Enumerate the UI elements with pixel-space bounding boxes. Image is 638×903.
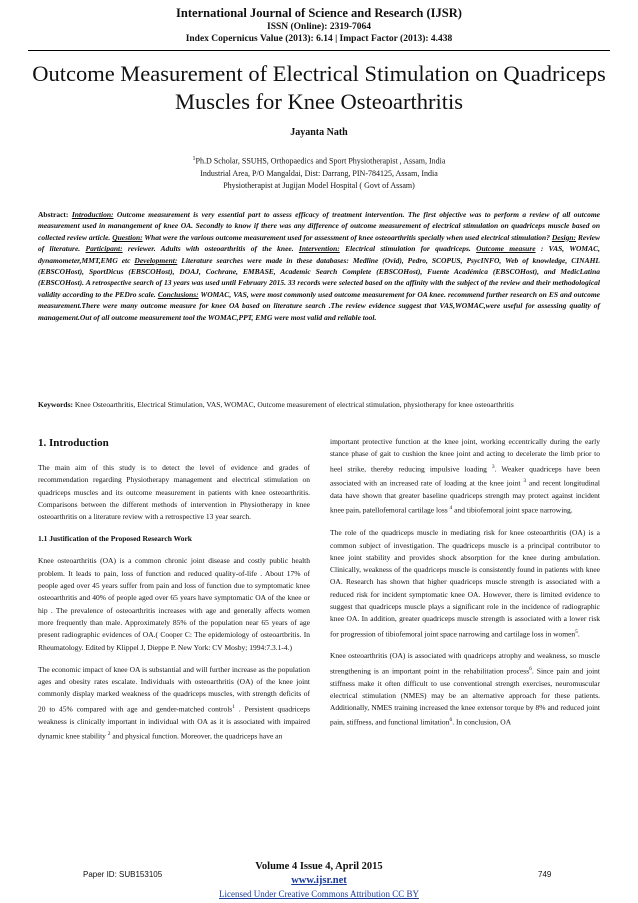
index-line: Index Copernicus Value (2013): 6.14 | Impact Factor (2013): 4.438 bbox=[185, 34, 453, 44]
journal-name: International Journal of Science and Research (IJSR) bbox=[176, 6, 462, 20]
paragraph-2: Knee osteoarthritis (OA) is a common chronic joint disease and costly public health problem. It leads to pain, loss of function and reduced quality-of-life . About 17% of people aged over 45 years suffer from pain and loss of function due to symptomatic knee osteoarthritis and 40% of people aged over 65 years have symptomatic OA of the knee or hip . The prevalence of osteoarthritis increases with age and generally affects women more frequently than male. Approximately 85% of the population near 65 years of age present radiographic evidences of OA.( Cooper C: The epidemiology of osteoartbritis. In Rheumatology. Edited by Klippel J, Dieppe P. New York: CV Mosby; 1994:7.3.1-4.) bbox=[38, 556, 310, 652]
intervention-label: Intervention: bbox=[298, 244, 340, 254]
paragraph-5-part-b: . bbox=[577, 629, 580, 639]
paragraph-6 bbox=[330, 650, 600, 729]
paragraph-4-part-a: important protective function at the knee joint, working eccentrically during the early stance phase of gait to cushion the knee joint and acting to decelerate the limb prior to heel strike, thereby reducing impulsive loading bbox=[330, 437, 600, 474]
abstract-design: Review of literature. bbox=[38, 232, 601, 254]
keywords bbox=[38, 399, 600, 410]
volume-issue: Volume 4 Issue 4, April 2015 bbox=[255, 861, 383, 872]
affiliation-line1: Ph.D Scholar, SSUHS, Orthopaedics and Sport Physiotherapist , Assam, India bbox=[195, 156, 446, 166]
abstract bbox=[38, 209, 600, 323]
abstract-conclusions: WOMAC, VAS, were most commonly used outcome measurement for OA knee. recommend further research on ES and outcome measurement.There were many outcome measure for knee OA based on literature search .The review evidence suggest that VAS,WOMAC,were useful for assessing quality of management.Out of all outcome measurement tool the WOMAC,PPT, EMG were most valid and reliable tool. bbox=[38, 289, 600, 322]
affiliation-sup: 1 bbox=[192, 156, 196, 162]
paragraph-4-part-b: . Weaker quadriceps have been associated with an increased rate of loading at the knee joint bbox=[330, 464, 600, 488]
citation-sup: 4 bbox=[449, 505, 453, 512]
paragraph-1: The main aim of this study is to detect the level of evidence and grades of recommendation regarding Physiotherapy management and electrical stimulation on quadriceps muscles and its outcome measurement in patients with knee osteoarthritis. Comparisons between the different methods of intervention in Physiotherapy in knee osteoarthritis on a literature review with a retrospective 13 year search. bbox=[38, 463, 310, 522]
paragraph-4 bbox=[330, 436, 600, 517]
paragraph-3-part-c: and physical function. Moreover, the quadriceps have an bbox=[110, 731, 283, 741]
paragraph-4-part-c: and recent longitudinal data have shown that greater baseline quadriceps strength may protect against incident knee pain, patellofemoral cartilage loss bbox=[330, 478, 600, 515]
introduction-label: Introduction: bbox=[71, 210, 114, 219]
abstract-intro: Outcome measurement is very essential part to assess efficacy of treatment intervention. The first objective was to perform a review of all outcome measurement used in manangement of knee OA. Secondly to know if there was any difference of outcome measurement of electrical stimulation on quadriceps muscle based on collected review article. bbox=[38, 210, 600, 242]
abstract-label: Abstract: bbox=[38, 210, 69, 219]
paragraph-6-part-c: . In conclusion, OA bbox=[452, 717, 512, 727]
author-name: Jayanta Nath bbox=[290, 127, 348, 138]
paragraph-6-part-a: Knee osteoarthritis (OA) is associated with quadriceps atrophy and weakness, so muscle strengthening is an important point in the rehabilitation process bbox=[330, 651, 600, 676]
affiliation-line3: Physiotherapist at Jugijan Model Hospital ( Govt of Assam) bbox=[223, 180, 415, 190]
citation-sup: 3 bbox=[491, 463, 495, 470]
page-number: 749 bbox=[538, 870, 552, 879]
citation-sup: 6 bbox=[449, 717, 453, 724]
license-link[interactable]: Licensed Under Creative Commons Attribution CC BY bbox=[219, 889, 419, 899]
paragraph-3-part-b: . Persistent quadriceps weakness is clinically important in individual with OA as it is associated with impaired dynamic knee stability bbox=[38, 704, 310, 741]
affiliation-line2: Industrial Area, P/O Mangaldai, Dist: Darrang, PIN-784125, Assam, India bbox=[200, 168, 438, 178]
journal-header bbox=[0, 6, 638, 45]
header-rule bbox=[28, 50, 610, 51]
paragraph-5-part-a: The role of the quadriceps muscle in mediating risk for knee osteoarthritis (OA) is a common subject of investigation. The quadriceps muscle is a principal contributor to knee joint stability and provides shock absorption for the knee during ambulation. Clinically, weakness of the quadriceps muscle is consistently found in patients with knee OA. Research has shown that higher quadriceps muscle strength is associated with a reduced risk for incident symptomatic knee OA. However, there is limited evidence to suggest that quadriceps muscle plays a significant role in the incidence of radiographic knee OA. In addition, greater quadriceps muscle strength is associated with a lower risk for progression of tibiofemoral joint space narrowing and cartilage loss in women bbox=[330, 528, 600, 639]
paragraph-3 bbox=[38, 664, 310, 743]
question-label: Question: bbox=[112, 232, 143, 242]
affiliation bbox=[0, 153, 638, 192]
keywords-text: Knee Osteoarthritis, Electrical Stimulation, VAS, WOMAC, Outcome measurement of electrical stimulation, physiotherapy for knee osteoarthritis bbox=[73, 400, 514, 409]
left-column bbox=[38, 436, 310, 753]
journal-url-link[interactable]: www.ijsr.net bbox=[291, 875, 347, 886]
abstract-question: What were the various outcome measurement used for assessment of knee osteoarthritis specially when used electrical stimulation? bbox=[142, 232, 552, 242]
paragraph-6-part-b: . Since pain and joint stiffness make it often difficult to use conventional strength exercises, neuromuscular electrical stimulation (NMES) may be an alternative approach for these patients. Additionally, NMES training increased the knee extensor torque by 8% and reduced joint pain, stiffness, and functional limitation bbox=[330, 666, 601, 727]
outcome-label: Outcome measure bbox=[476, 244, 536, 254]
conclusions-label: Conclusions: bbox=[157, 289, 199, 299]
participant-label: Participant: bbox=[85, 244, 123, 254]
citation-sup: 6 bbox=[529, 665, 532, 672]
abstract-outcome: : VAS, WOMAC, dynamometer,MMT,EMG etc bbox=[38, 244, 600, 265]
paper-id: Paper ID: SUB153105 bbox=[83, 870, 163, 879]
subsection-justification-title: 1.1 Justification of the Proposed Research Work bbox=[38, 534, 192, 544]
design-label: Design: bbox=[551, 232, 577, 242]
citation-sup: 2 bbox=[107, 730, 111, 737]
paper-title: Outcome Measurement of Electrical Stimulation on Quadriceps Muscles for Knee Osteoarthritis bbox=[32, 61, 606, 114]
abstract-intervention: Electrical stimulation for quadriceps. bbox=[339, 244, 477, 254]
issn: ISSN (Online): 2319-7064 bbox=[267, 22, 371, 32]
keywords-label: Keywords: bbox=[38, 400, 73, 409]
citation-sup: 5 bbox=[575, 628, 578, 635]
paragraph-4-part-d: and tibiofemoral joint space narrowing. bbox=[452, 505, 573, 515]
section-introduction-title: 1. Introduction bbox=[38, 437, 109, 449]
paragraph-3-part-a: The economic impact of knee OA is substantial and will further increase as the population ages and obesity rates escalate. Individuals with osteoarthritis (OA) of the knee joint commonly display marked weakness of the quadriceps muscles, with strength deficits of 20 to 45% compared with age and gender-matched controls bbox=[38, 664, 310, 714]
abstract-participant: reviewer. Adults with osteoarthritis of the knee. bbox=[122, 244, 299, 254]
abstract-development: Literature searches were made in these databases: Medline (Ovid), Pedro, SCOPUS, PsycINFO, Web of knowledge, CINAHL (EBSCOHost), SportDicus (EBSCOHost), DOAJ, Cochrane, EMBASE, Academic Search Complete (EBSCOHost), Fuente Académica (EBSCOHost), and MedicLatina (EBSCOHost). A retrospective search of 13 years was used until February 2015. 33 records were selected based on the affinity with the subject of the review and their methodological validity according to the PEDro scale. bbox=[38, 255, 600, 299]
citation-sup: 1 bbox=[232, 703, 235, 710]
development-label: Development: bbox=[134, 255, 178, 265]
citation-sup: 3 bbox=[523, 478, 527, 485]
right-column bbox=[330, 436, 600, 739]
paragraph-5 bbox=[330, 527, 600, 640]
